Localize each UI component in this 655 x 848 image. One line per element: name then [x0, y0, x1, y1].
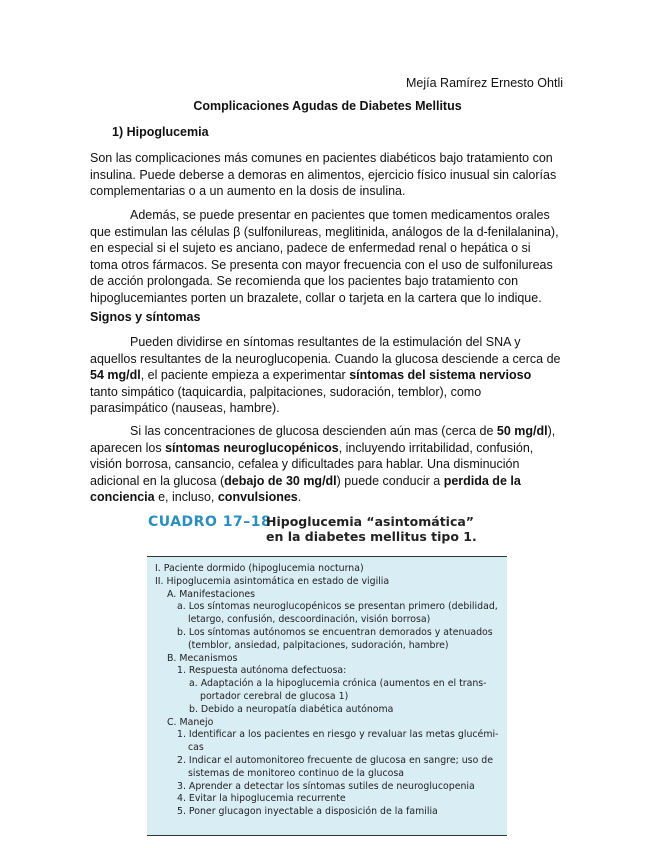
- list-item: A. Manifestaciones: [167, 588, 256, 600]
- cuadro-box: [147, 556, 507, 836]
- list-item: b. Los síntomas autónomos se encuentran demorados y atenuados: [177, 626, 493, 638]
- list-item: 1. Identificar a los pacientes en riesgo y revaluar las metas glucémi-: [177, 729, 499, 741]
- text-line: adicional en la glucosa (debajo de 30 mg/dl) puede conducir a perdida de la: [90, 473, 521, 488]
- text-line: de acción prolongada. Se recomienda que los pacientes bajo tratamiento con: [90, 274, 519, 288]
- text-line: hipoglucemiantes porten un brazalete, collar o tarjeta en la cartera que lo indique.: [90, 290, 542, 305]
- list-item: 1. Respuesta autónoma defectuosa:: [177, 665, 347, 677]
- section-heading-hipoglucemia: 1) Hipoglucemia: [112, 125, 209, 139]
- text-line: Si las concentraciones de glucosa descienden aún mas (cerca de 50 mg/dl),: [130, 424, 556, 438]
- paragraph-intro: [90, 150, 565, 200]
- text-line: complementarias o a un aumento en la dosis de insulina.: [90, 184, 406, 198]
- author-name: Mejía Ramírez Ernesto Ohtli: [406, 76, 563, 90]
- cuadro-number: CUADRO 17–18: [148, 514, 272, 530]
- list-item: II. Hipoglucemia asintomática en estado de vigilia: [155, 575, 390, 587]
- text-line: en especial si el sujeto es anciano, padece de enfermedad renal o hepática o si: [90, 241, 531, 255]
- text-line: aparecen los síntomas neuroglucopénicos, incluyendo irritabilidad, confusión,: [90, 440, 534, 455]
- list-item: sistemas de monitoreo continuo de la glucosa: [188, 767, 404, 779]
- list-item: a. Los síntomas neuroglucopénicos se presentan primero (debilidad,: [177, 601, 498, 613]
- list-item: b. Debido a neuropatía diabética autónoma: [189, 703, 394, 715]
- list-item: 2. Indicar el automonitoreo frecuente de glucosa en sangre; uso de: [177, 754, 493, 766]
- text-line: insulina. Puede deberse a demoras en alimentos, ejercicio físico inusual sin calorías: [90, 167, 557, 182]
- text-line: Son las complicaciones más comunes en pacientes diabéticos bajo tratamiento con: [90, 151, 553, 165]
- cuadro-header: [148, 514, 508, 552]
- paragraph-signos: [90, 334, 565, 417]
- list-item: portador cerebral de glucosa 1): [200, 690, 349, 702]
- cuadro-title: Hipoglucemia “asintomática” en la diabetes mellitus tipo 1.: [266, 514, 477, 544]
- section-heading-signos: Signos y síntomas: [90, 310, 201, 324]
- paragraph-ademas: [90, 207, 565, 306]
- document-title: Complicaciones Agudas de Diabetes Mellitus: [193, 99, 462, 113]
- cuadro-list: [155, 563, 498, 819]
- list-item: cas: [188, 742, 204, 754]
- list-item: 3. Aprender a detectar los síntomas sutiles de neuroglucopenia: [177, 780, 475, 792]
- text-line: 54 mg/dl, el paciente empieza a experimentar síntomas del sistema nervioso: [90, 368, 532, 382]
- text-line: visión borrosa, cansancio, cefalea y dificultades para hablar. Una disminución: [90, 457, 520, 471]
- list-item: letargo, confusión, descoordinación, visión borrosa): [188, 614, 431, 626]
- list-item: 5. Poner glucagon inyectable a disposición de la familia: [177, 806, 438, 818]
- text-line: Pueden dividirse en síntomas resultantes de la estimulación del SNA y: [130, 335, 521, 349]
- list-item: B. Mecanismos: [167, 652, 238, 664]
- paragraph-concentraciones: [90, 423, 565, 506]
- text-line: que estimulan las células β (sulfonilureas, meglitinida, análogos de la d-fenilalanina),: [90, 224, 559, 239]
- list-item: (temblor, ansiedad, palpitaciones, sudoración, hambre): [188, 639, 449, 651]
- list-item: C. Manejo: [167, 716, 214, 728]
- text-line: conciencia e, incluso, convulsiones.: [90, 490, 302, 504]
- list-item: 4. Evitar la hipoglucemia recurrente: [177, 793, 346, 805]
- text-line: aquellos resultantes de la neuroglucopenia. Cuando la glucosa desciende a cerca de: [90, 351, 561, 366]
- list-item: I. Paciente dormido (hipoglucemia nocturna): [155, 563, 364, 574]
- text-line: parasimpático (nauseas, hambre).: [90, 401, 280, 415]
- text-line: tanto simpático (taquicardia, palpitaciones, sudoración, temblor), como: [90, 384, 482, 399]
- text-line: Además, se puede presentar en pacientes que tomen medicamentos orales: [130, 208, 550, 222]
- list-item: a. Adaptación a la hipoglucemia crónica (aumentos en el trans-: [189, 678, 487, 690]
- text-line: toma otros fármacos. Se presenta con mayor frecuencia con el uso de sulfonilureas: [90, 257, 553, 272]
